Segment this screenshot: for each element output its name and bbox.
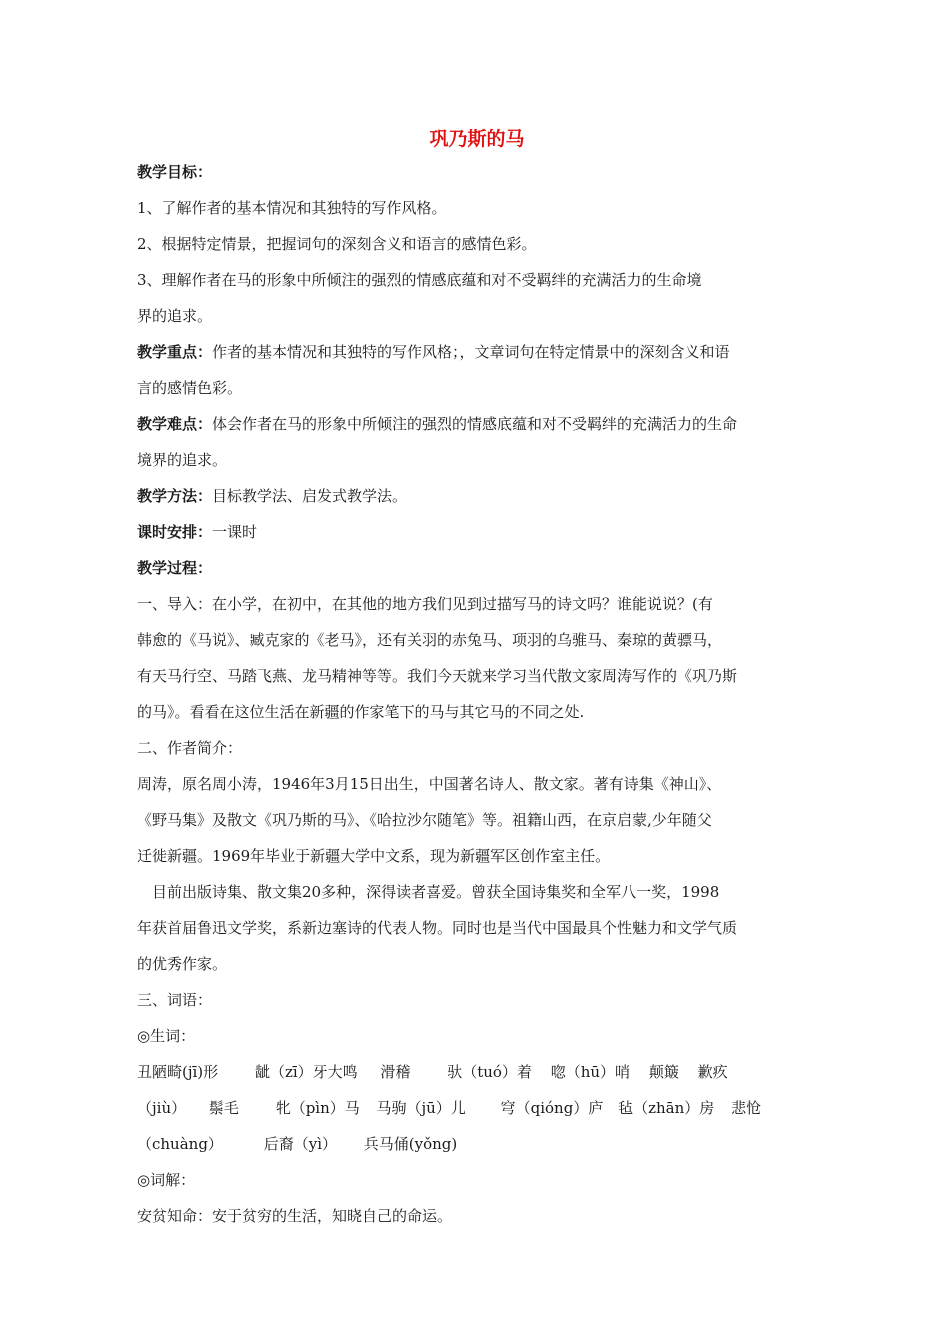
new-words-label: ◎生词： (137, 1027, 196, 1045)
author-line-4: 目前出版诗集、散文集20多种，深得读者喜爱。曾获全国诗集奖和全军八一奖，1998 (152, 883, 720, 901)
vocab-word: 悲怆 (731, 1099, 762, 1117)
document-title: 巩乃斯的马 (429, 128, 525, 150)
schedule-text: 一课时 (212, 523, 258, 541)
intro-line-2: 韩愈的《马说》、臧克家的《老马》，还有关羽的赤兔马、项羽的乌骓马、秦琼的黄骠马， (137, 631, 723, 649)
schedule-label: 课时安排： (137, 523, 213, 541)
methods-text: 目标教学法、启发式教学法。 (212, 487, 408, 505)
objective-item-1: 1、了解作者的基本情况和其独特的写作风格。 (137, 199, 447, 217)
vocab-word: 鬃毛 (208, 1099, 239, 1117)
key-points-continued: 言的感情色彩。 (137, 379, 243, 397)
difficulties-label: 教学难点： (137, 415, 213, 433)
vocab-row-2 (137, 1090, 817, 1126)
author-line-6: 的优秀作家。 (137, 955, 228, 973)
key-points-label: 教学重点： (137, 343, 213, 361)
vocab-word: 颠簸 (648, 1063, 679, 1081)
vocab-word: （jiù） (137, 1099, 187, 1117)
methods-label: 教学方法： (137, 487, 213, 505)
intro-line-1: 一、导入：在小学，在初中，在其他的地方我们见到过描写马的诗文吗？谁能说说？(有 (137, 595, 713, 613)
author-line-5: 年获首届鲁迅文学奖，系新边塞诗的代表人物。同时也是当代中国最具个性魅力和文学气质 (137, 919, 738, 937)
vocab-word: 马驹（jū）儿 (376, 1099, 466, 1117)
author-heading: 二、作者简介： (137, 739, 243, 757)
explain-label: ◎词解： (137, 1171, 196, 1189)
vocab-row-1 (137, 1054, 817, 1090)
objectives-heading (137, 154, 817, 190)
explain-line-1: 安贫知命：安于贫穷的生活，知晓自己的命运。 (137, 1207, 453, 1225)
vocab-word: 后裔（yì） (263, 1135, 337, 1153)
vocab-word: 驮（tuó）着 (447, 1063, 532, 1081)
document-page (137, 124, 817, 1234)
vocab-word: 兵马俑(yǒng) (363, 1135, 458, 1153)
author-line-2: 《野马集》及散文《巩乃斯的马》、《哈拉沙尔随笔》等。祖籍山西，在京启蒙,少年随父 (137, 811, 712, 829)
schedule (137, 514, 817, 550)
author-line-3: 迁徙新疆。1969年毕业于新疆大学中文系，现为新疆军区创作室主任。 (137, 847, 611, 865)
intro-line-3: 有天马行空、马踏飞燕、龙马精神等等。我们今天就来学习当代散文家周涛写作的《巩乃斯 (137, 667, 738, 685)
author-line-1: 周涛，原名周小涛，1946年3月15日出生，中国著名诗人、散文家。著有诗集《神山》、 (137, 775, 722, 793)
objective-item-3a: 3、理解作者在马的形象中所倾注的强烈的情感底蕴和对不受羁绊的充满活力的生命境 (137, 271, 702, 289)
objectives-label: 教学目标： (137, 163, 213, 181)
vocab-word: 牝（pìn）马 (275, 1099, 360, 1117)
process-heading (137, 550, 817, 586)
vocab-word: （chuàng） (137, 1135, 223, 1153)
difficulties (137, 406, 817, 442)
vocab-word: 滑稽 (380, 1063, 411, 1081)
difficulties-continued: 境界的追求。 (137, 451, 228, 469)
objective-item-2: 2、根据特定情景，把握词句的深刻含义和语言的感情色彩。 (137, 235, 537, 253)
key-points (137, 334, 817, 370)
key-points-text: 作者的基本情况和其独特的写作风格；，文章词句在特定情景中的深刻含义和语 (212, 343, 730, 361)
vocab-word: 毡（zhān）房 (618, 1099, 715, 1117)
vocab-word: 丑陋畸(jī)形 (137, 1063, 219, 1081)
difficulties-text: 体会作者在马的形象中所倾注的强烈的情感底蕴和对不受羁绊的充满活力的生命 (212, 415, 738, 433)
vocab-word: 穹（qióng）庐 (500, 1099, 604, 1117)
vocab-word: 龇（zī）牙大鸣 (254, 1063, 358, 1081)
objective-item-3b: 界的追求。 (137, 307, 213, 325)
vocab-word: 歉疚 (697, 1063, 728, 1081)
vocab-row-3 (137, 1126, 817, 1162)
vocabulary-heading: 三、词语： (137, 991, 213, 1009)
intro-line-4: 的马》。看看在这位生活在新疆的作家笔下的马与其它马的不同之处. (137, 703, 585, 721)
vocab-word: 唿（hū）哨 (550, 1063, 631, 1081)
process-label: 教学过程： (137, 559, 213, 577)
methods (137, 478, 817, 514)
